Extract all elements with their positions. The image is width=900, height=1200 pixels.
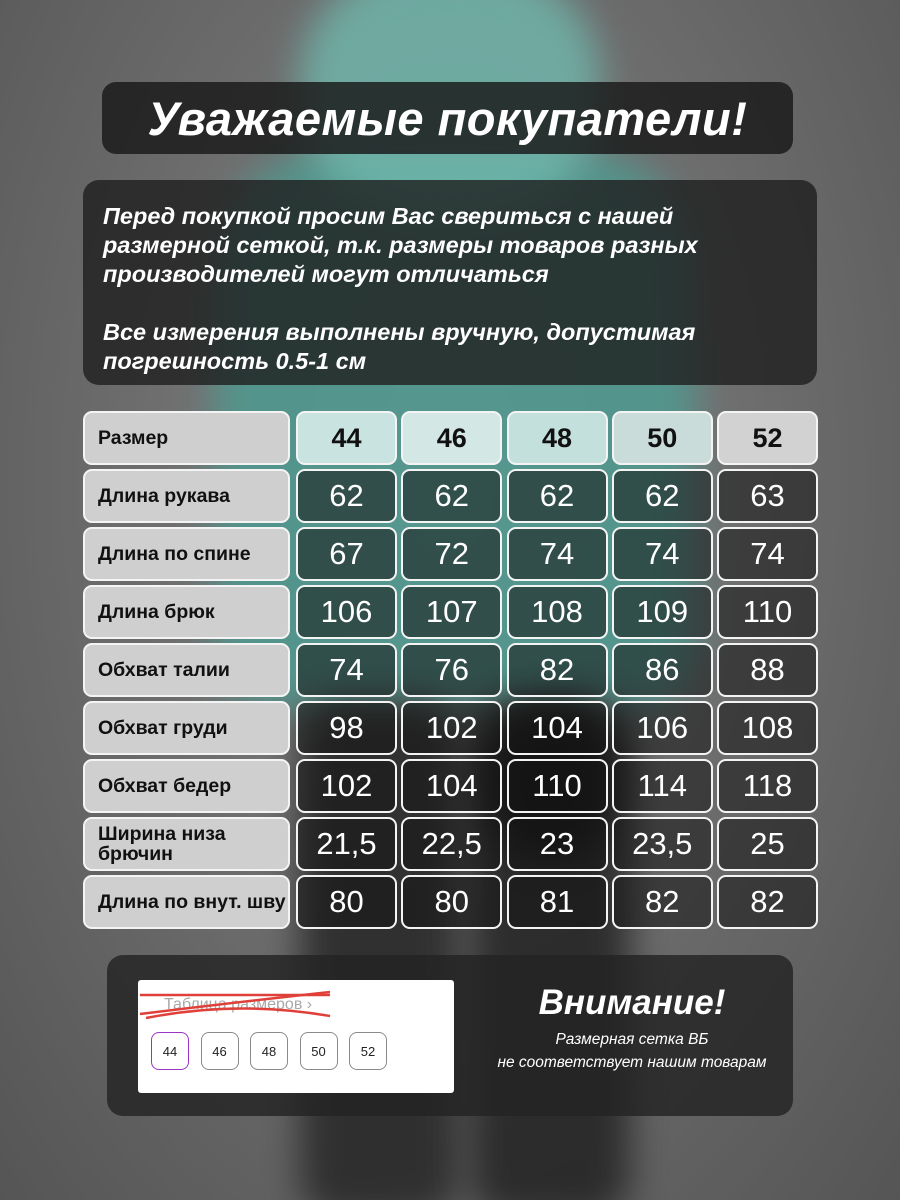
- table-cell: 74: [612, 527, 713, 581]
- row-label: Длина по внут. шву: [83, 875, 290, 929]
- table-cell: 82: [717, 875, 818, 929]
- table-cell: 102: [401, 701, 502, 755]
- table-cell: 23: [507, 817, 608, 871]
- table-cell: 62: [612, 469, 713, 523]
- size-header-cell: 52: [717, 411, 818, 465]
- table-cell: 23,5: [612, 817, 713, 871]
- table-cell: 74: [717, 527, 818, 581]
- table-cell: 72: [401, 527, 502, 581]
- table-cell: 110: [507, 759, 608, 813]
- table-cell: 21,5: [296, 817, 397, 871]
- info-paragraph-2: Все измерения выполнены вручную, допустимая погрешность 0.5-1 см: [103, 319, 696, 374]
- row-label: Обхват талии: [83, 643, 290, 697]
- table-cell: 88: [717, 643, 818, 697]
- row-label: Длина по спине: [83, 527, 290, 581]
- table-cell: 63: [717, 469, 818, 523]
- table-cell: 109: [612, 585, 713, 639]
- table-cell: 22,5: [401, 817, 502, 871]
- size-header-cell: 50: [612, 411, 713, 465]
- size-header-cell: 48: [507, 411, 608, 465]
- wb-size-chip: 44: [151, 1032, 189, 1070]
- header-label: Размер: [83, 411, 290, 465]
- table-cell: 62: [507, 469, 608, 523]
- info-panel: [83, 180, 817, 385]
- table-cell: 82: [507, 643, 608, 697]
- table-cell: 102: [296, 759, 397, 813]
- wb-size-chip: 50: [300, 1032, 338, 1070]
- size-header-cell: 44: [296, 411, 397, 465]
- table-cell: 80: [296, 875, 397, 929]
- table-cell: 25: [717, 817, 818, 871]
- row-label: Ширина низа брючин: [83, 817, 290, 871]
- strike-through-icon: [138, 990, 338, 1030]
- table-cell: 62: [296, 469, 397, 523]
- warning-line-1: Размерная сетка ВБ: [555, 1031, 709, 1048]
- table-cell: 108: [507, 585, 608, 639]
- row-label: Обхват бедер: [83, 759, 290, 813]
- row-label: Длина рукава: [83, 469, 290, 523]
- wb-size-chip: 46: [201, 1032, 239, 1070]
- table-cell: 74: [296, 643, 397, 697]
- row-label: Длина брюк: [83, 585, 290, 639]
- table-cell: 106: [296, 585, 397, 639]
- table-cell: 67: [296, 527, 397, 581]
- table-cell: 98: [296, 701, 397, 755]
- table-cell: 74: [507, 527, 608, 581]
- table-cell: 86: [612, 643, 713, 697]
- table-cell: 107: [401, 585, 502, 639]
- table-cell: 110: [717, 585, 818, 639]
- table-cell: 106: [612, 701, 713, 755]
- warning-title: Внимание!: [538, 983, 726, 1022]
- page-title: Уважаемые покупатели!: [147, 91, 748, 145]
- table-cell: 82: [612, 875, 713, 929]
- table-cell: 114: [612, 759, 713, 813]
- wb-card-title: Таблица размеров ›: [164, 996, 313, 1013]
- warning-panel: [107, 955, 793, 1116]
- table-cell: 81: [507, 875, 608, 929]
- table-cell: 80: [401, 875, 502, 929]
- chevron-right-icon: ›: [306, 996, 313, 1013]
- table-cell: 118: [717, 759, 818, 813]
- row-label: Обхват груди: [83, 701, 290, 755]
- size-header-cell: 46: [401, 411, 502, 465]
- table-cell: 104: [401, 759, 502, 813]
- info-paragraph-1: Перед покупкой просим Вас свериться с нашей размерной сеткой, т.к. размеры товаров разных производителей могут отличаться: [103, 203, 698, 287]
- table-cell: 104: [507, 701, 608, 755]
- table-cell: 108: [717, 701, 818, 755]
- table-cell: 76: [401, 643, 502, 697]
- table-cell: 62: [401, 469, 502, 523]
- title-banner: [102, 82, 793, 154]
- wb-size-chip: 52: [349, 1032, 387, 1070]
- warning-line-2: не соответствует нашим товарам: [497, 1054, 767, 1071]
- wb-size-chip: 48: [250, 1032, 288, 1070]
- wb-size-card: [138, 980, 454, 1093]
